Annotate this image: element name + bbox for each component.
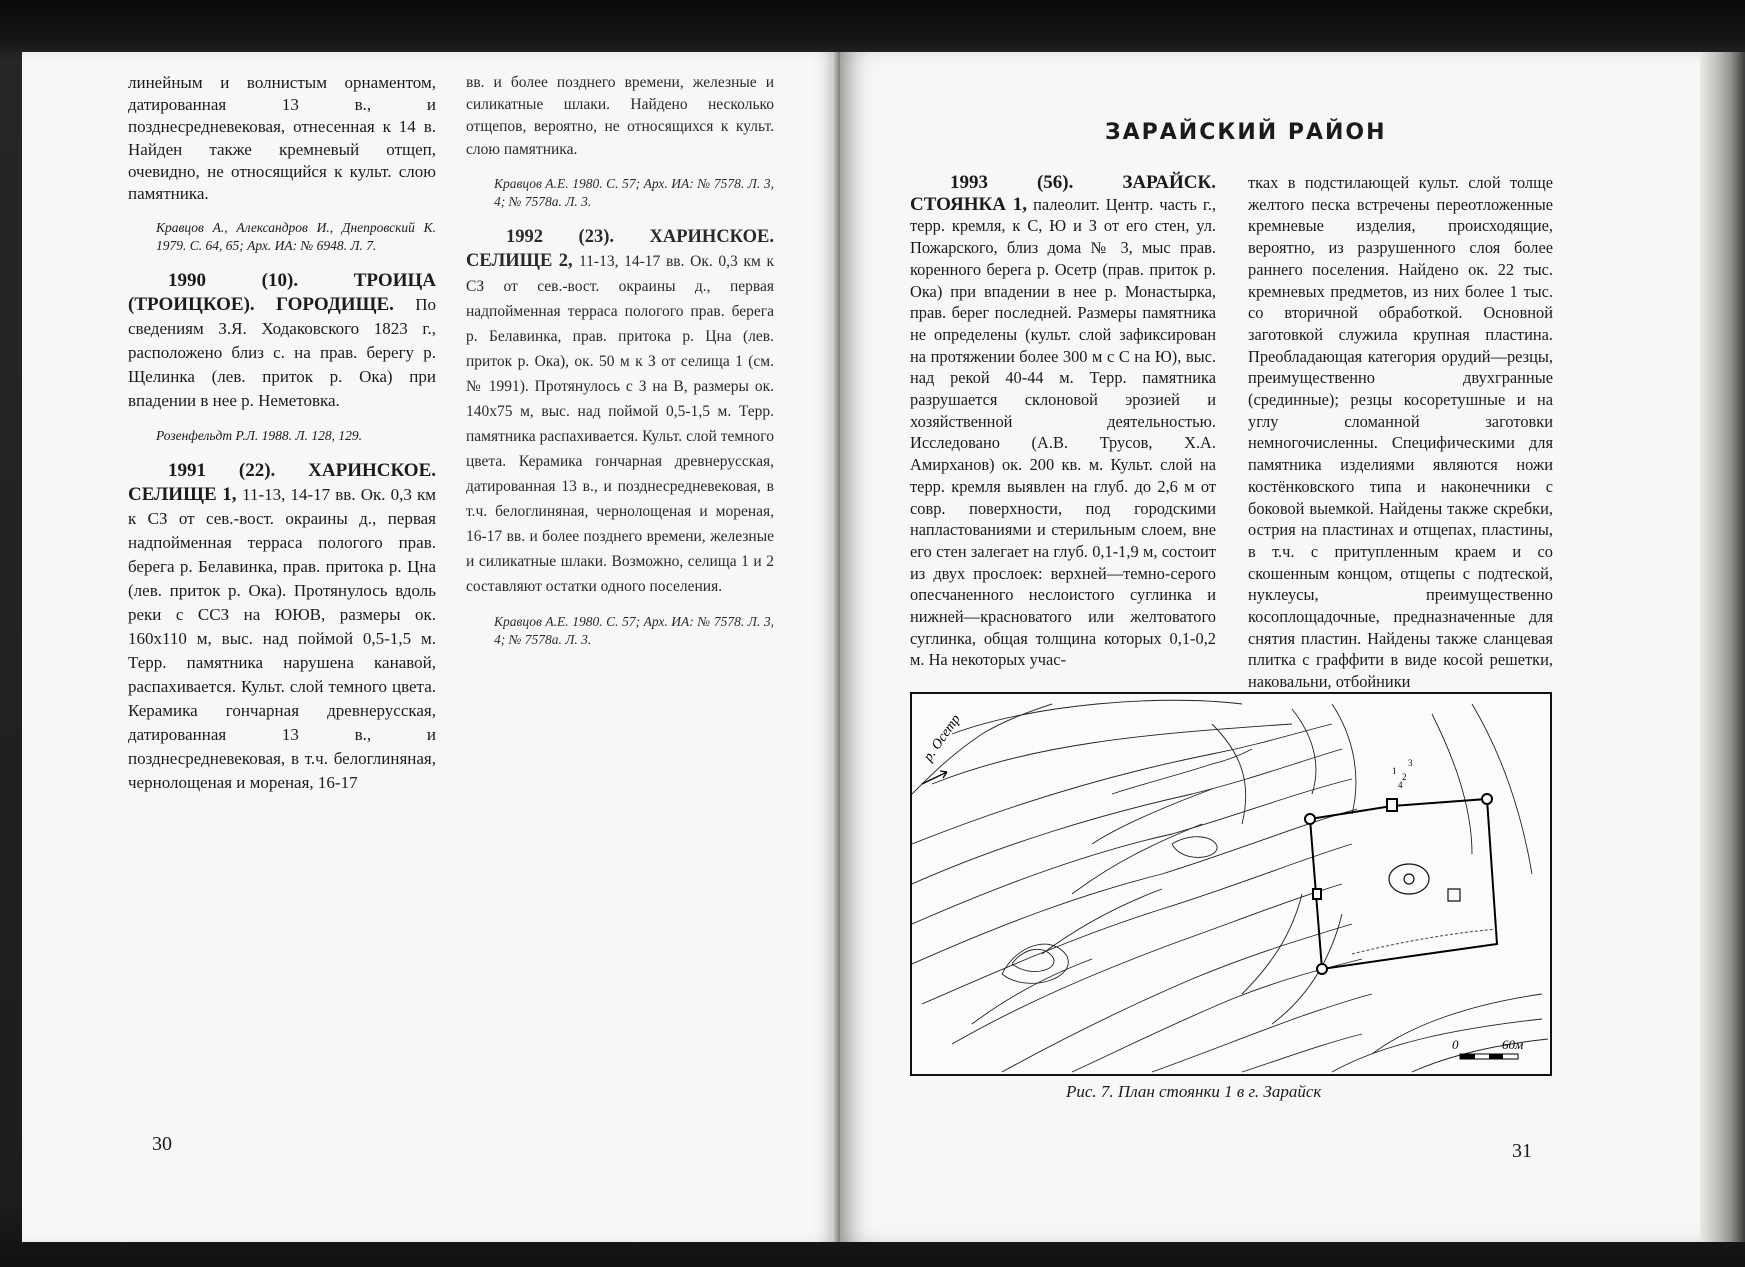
entry-body: 11-13, 14-17 вв. Ок. 0,3 км к СЗ от сев.-вост. окраины д., первая надпойменная терраса пологого прав. берега р. Белавинка, прав. притока р. Цна (лев. приток р. Ока). Протянулось вдоль реки с ССЗ на ЮЮВ, размеры ок. 160x110 м, выс. над поймой 0,5-1,5 м. Терр. памятника нарушена канавой, распахивается. Культ. слой темного цвета. Керамика гончарная древнерусская, датированная 13 в., и позднесредневековая, в т.ч. белоглиняная, чернолощеная и мореная, 16-17	[128, 485, 436, 793]
contour-map	[912, 694, 1550, 1074]
region-title: ЗАРАЙСКИЙ РАЙОН	[1105, 120, 1387, 145]
entry-body: 11-13, 14-17 вв. Ок. 0,3 км к СЗ от сев.-вост. окраины д., первая надпойменная терраса пологого прав. берега р. Белавинка, прав. притока р. Цна (лев. приток р. Ока), ок. 50 м к З от селища 1 (см. № 1991). Протянулось с З на В, размеры ок. 140x75 м, выс. над поймой 0,5-1,5 м. Терр. памятника распахивается. Культ. слой темного цвета. Керамика гончарная древнерусская, датированная 13 в., и позднесредневековая, в т.ч. белоглиняная, чернолощеная и мореная, 16-17 вв. и более позднего времени, железные и силикатные шлаки. Возможно, селища 1 и 2 составляют остатки одного поселения.	[466, 252, 774, 595]
entry-1992	[466, 225, 774, 599]
reference: Кравцов А., Александров И., Днепровский К. 1979. С. 64, 65; Арх. ИА: № 6948. Л. 7.	[156, 220, 436, 254]
entry-1991	[128, 459, 436, 795]
site-mark: 3	[1408, 758, 1413, 768]
entry-1993	[910, 172, 1216, 671]
left-column-2	[466, 72, 774, 663]
right-column-2	[1248, 172, 1553, 693]
page-edge	[1700, 52, 1745, 1242]
entry-heading: 1992 (23). ХАРИНСКОЕ. СЕЛИЩЕ 2,	[466, 226, 774, 271]
entry-heading: 1990 (10). ТРОИЦА (ТРОИЦКОЕ). ГОРОДИЩЕ.	[128, 270, 436, 316]
entry-body: палеолит. Центр. часть г., терр. кремля, к С, Ю и З от его стен, ул. Пожарского, близ дома № 3, мыс прав. коренного берега р. Осетр (прав. приток р. Ока) при впадении в нее р. Монастырка, прав. берег последней. Размеры памятника не определены (культ. слой зафиксирован на протяжении более 300 м с С на Ю), выс. над рекой 40-44 м. Терр. памятника разрушается склоновой эрозией и хозяйственной деятельностью. Исследовано (А.В. Трусов, Х.А. Амирханов) ок. 200 кв. м. Культ. слой на терр. кремля выявлен на глуб. до 2,6 м от совр. поверхности, под городскими напластованиями и стерильным слоем, вне его стен залегает на глуб. 0,1-1,9 м, состоит из двух прослоек: верхней—темно-серого опесчаненного неслоистого суглинка и нижней—красноватого или желтоватого суглинка, общая толщина которых 0,1-0,2 м. На некоторых учас-	[910, 194, 1216, 670]
entry-continuation: тках в подстилающей культ. слой толще желтого песка встречены переотложенные кремневые изделия, происходящие, вероятно, из разрушенного слоя более раннего поселения. Найдено ок. 22 тыс. кремневых предметов, из них более 1 тыс. со вторичной обработкой. Основной заготовкой служила крупная пластина. Преобладающая категория орудий—резцы, преимущественно двухгранные (срединные); резцы косоретушные и на углу сломанной заготовки немногочисленны. Специфическими для памятника изделиями являются ножи костёнковского типа и наконечники с боковой выемкой. Найдены также скребки, острия на пластинах и отщепах, пластины, в т.ч. с притупленным краем и со скошенным концом, отщепы с подтеской, нуклеусы, преимущественно косоплощадочные, предназначенные для снятия пластин. Найдены также сланцевая плитка с граффити в виде косой решетки, наковальни, отбойники	[1248, 173, 1553, 692]
site-mark: 4	[1398, 780, 1403, 790]
reference: Розенфельдт Р.Л. 1988. Л. 128, 129.	[156, 428, 362, 444]
site-mark: 2	[1402, 772, 1407, 782]
entry-heading: 1993 (56). ЗАРАЙСК. СТОЯНКА 1,	[910, 172, 1216, 215]
site-mark: 1	[1392, 766, 1397, 776]
left-column-1	[128, 72, 436, 795]
right-column-1	[910, 172, 1216, 671]
reference: Кравцов А.Е. 1980. С. 57; Арх. ИА: № 7578. Л. 3, 4; № 7578а. Л. 3.	[494, 613, 774, 647]
scale-end-label: 60м	[1502, 1037, 1524, 1052]
reference: Кравцов А.Е. 1980. С. 57; Арх. ИА: № 7578. Л. 3, 4; № 7578а. Л. 3.	[494, 175, 774, 209]
scale-zero-label: 0	[1452, 1037, 1459, 1052]
river-label: р. Осетр	[920, 712, 964, 765]
entry-1990	[128, 269, 436, 413]
entry-body: По сведениям З.Я. Ходаковского 1823 г., расположено близ с. на прав. берегу р. Щелинка (лев. приток р. Ока) при впадении в нее р. Неметовка.	[128, 295, 436, 411]
figure-caption: Рис. 7. План стоянки 1 в г. Зарайск	[1066, 1082, 1322, 1101]
continuation-text: линейным и волнистым орнаментом, датированная 13 в., и позднесредневековая, отнесенная к 14 в. Найден также кремневый отщеп, очевидно, не относящийся к культ. слою памятника.	[128, 73, 436, 204]
entry-heading: 1991 (22). ХАРИНСКОЕ. СЕЛИЩЕ 1,	[128, 460, 436, 506]
page-number-right: 31	[1512, 1140, 1532, 1162]
site-plan-map	[910, 692, 1552, 1076]
continuation-text: вв. и более позднего времени, железные и силикатные шлаки. Найдено несколько отщепов, вероятно, не относящихся к культ. слою памятника.	[466, 74, 774, 158]
page-number-left: 30	[152, 1133, 172, 1155]
